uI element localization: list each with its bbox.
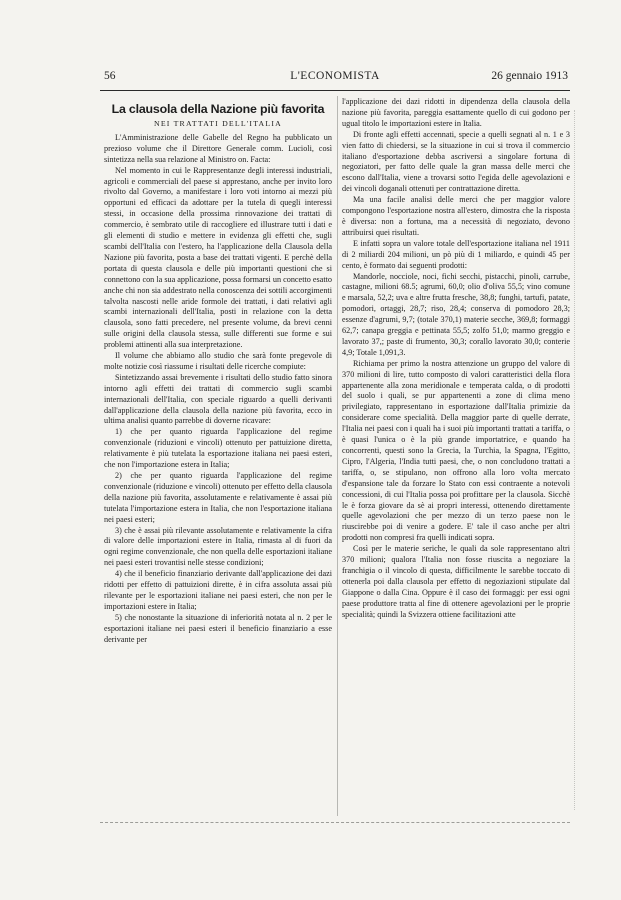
article-subtitle: NEI TRATTATI DELL'ITALIA [154, 119, 282, 128]
column-divider [337, 96, 338, 816]
header-rule [100, 90, 570, 91]
page-bottom-rule [100, 822, 570, 823]
right-column [342, 97, 570, 621]
paragraph: E infatti sopra un valore totale dell'esportazione italiana nel 1911 di 2 miliardi 204 milioni, un pò più di 1 miliardo, e quindi 45 per cento, è formato dai seguenti prodotti: [342, 238, 570, 270]
paragraph: 5) che nonostante la situazione di inferiorità notata al n. 2 per le esportazioni italiane nei paesi esteri il beneficio finanziario a esse derivante per [104, 612, 332, 644]
margin-dots [574, 110, 575, 810]
paragraph: 2) che per quanto riguarda l'applicazione del regime convenzionale (riduzione e vincoli) ottenuto per effetto della clausola della nazione più favorita, assolutamente e relativamente è assai più tutelata l'importazione estera in Italia, che non l'esportazione italiana nei paesi esteri; [104, 471, 332, 524]
paragraph: 4) che il beneficio finanziario derivante dall'applicazione dei dazi ridotti per effetto di pattuizioni dirette, è in cifra assoluta assai più rilevante per le esportazioni italiane nei paesi esteri, che non per le importazioni estere in Italia; [104, 569, 332, 611]
paragraph: L'Amministrazione delle Gabelle del Regno ha pubblicato un prezioso volume che il Direttore Generale comm. Lucioli, così sintetizza nella sua relazione al Ministro on. Facta: [104, 132, 332, 164]
paragraph: Sintetizzando assai brevemente i risultati dello studio fatto sinora intorno agli effetti dei trattati di commercio sugli scambi internazionali dell'Italia, con speciale riguardo a quelli derivanti dall'applicazione della clausola della nazione più favorita, ecco in ultima analisi quanto parrebbe di doverne ricavare: [104, 372, 332, 426]
page-header [100, 70, 570, 88]
paragraph: Richiama per primo la nostra attenzione un gruppo del valore di 370 milioni di lire, tutto composto di valori caratteristici della flora appartenente alla zona meridionale e temperata calda, o di prodotti del suolo i quali, se pur appartenenti a zone di clima meno privilegiato, rappresentano in esportazione dall'Italia primizie da considerare come specialità. Della maggior parte di quelle derrate, l'Italia nei paesi con i quali ha i suoi più importanti trattati a tariffa, o è quasi l'unica o è la più grande importatrice, e quando ha concorrenti, questi sono la Grecia, la Turchia, la Spagna, l'Egitto, Cipro, l'Algeria, l'India tutti paesi, che, o non concludono trattati a tariffa, o, se stipulano, non offrono alla loro volta mercato d'espansione tale da forzare lo Stato con essi contraente a notevoli concessioni, di cui l'Italia possa poi profittare per la clausola. Sicchè le è forza giovare da sè ai propri interessi, ottenendo direttamente quelle agevolazioni che per mezzo di un terzo paese non le riuscirebbe poi di venire a godere. E' tale il caso anche per altri prodotti non compresi fra quelli indicati sopra. [342, 358, 570, 543]
paragraph: Di fronte agli effetti accennati, specie a quelli segnati al n. 1 e 3 vien fatto di chiedersi, se la situazione in cui si trova il commercio italiano d'esportazione debba ascriversi a singolare fortuna di negoziatori, per fatto delle quale la gran massa delle merci che escono dall'Italia, viene a trovarsi sotto l'egida delle agevolazioni e dei vincoli doganali ottenuti per contrattazione diretta. [342, 129, 570, 194]
journal-title: L'ECONOMISTA [290, 70, 380, 82]
page-number: 56 [104, 70, 116, 82]
left-column [104, 97, 332, 646]
paragraph: Il volume che abbiamo allo studio che sarà fonte pregevole di molte notizie così riassume i risultati delle ricerche compiute: [104, 351, 332, 371]
paragraph: Nel momento in cui le Rappresentanze degli interessi industriali, agricoli e commerciali del paese si apprestano, anche per invito loro rivolto dal Governo, a manifestare i loro voti intorno ai mezzi più opportuni ed efficaci da adottare per la tutela di quegli interessi stessi, in occasione della prossima rinnovazione dei trattati di commercio, è sembrato utile di raccogliere ed illustrare tutti i dati e gli elementi di studio e mettere in evidenza gli effetti che, sugli scambi dell'Italia con l'estero, ha l'applicazione della Clausola della Nazione più favorita, posta a base dei trattati vigenti. E perchè della portata di questa clausola e delle più importanti questioni che si connettono con la sua applicazione, possa formarsi un concetto esatto anche chi non sia addestrato nella conoscenza dei sottili accorgimenti talvolta nascosti nelle aride formole dei trattati, i dati relativi agli scambi internazionali dell'Italia, posti in relazione con la detta clausola, sono fatti precedere, nel presente volume, da brevi cenni sulle origini della clausola stessa, sulle differenti sue forme e sui problemi attinenti alla sua interpretazione. [104, 165, 332, 350]
paragraph: l'applicazione dei dazi ridotti in dipendenza della clausola della nazione più favorita, pareggia esattamente quello di cui godono per ugual titolo le importazioni estere in Italia. [342, 97, 570, 128]
issue-date: 26 gennaio 1913 [491, 70, 568, 82]
paragraph: 1) che per quanto riguarda l'applicazione del regime convenzionale (riduzioni e vincoli) ottenuto per pattuizione diretta, relativamente è più tutelata la esportazione italiana nei paesi esteri, che non l'importazione estera in Italia; [104, 427, 332, 470]
article-title: La clausola della Nazione più favorita [111, 102, 325, 116]
paragraph: Mandorle, nocciole, noci, fichi secchi, pistacchi, pinoli, carrube, castagne, milioni 68.5; agrumi, 60,0; olio d'oliva 55,5; vino comune e marsala, 52,2; uva e altre frutta fresche, 38,8; funghi, tartufi, patate, pomodori, ortaggi, 28,7; riso, 28,4; conserva di pomodoro 28,3; essenze d'agrumi, 9,7; (totale 370,1) materie secche, 369,8; formaggi 62,7; canapa greggia e pettinata 55,5; zolfo 51,0; marmo greggio e lavorato 37,; paste di frumento, 30,3; corallo lavorato 30,0; conterie 4,9; Totale 1,091,3. [342, 271, 570, 357]
paragraph: 3) che è assai più rilevante assolutamente e relativamente la cifra di valore delle importazioni estere in Italia, rimasta al di fuori da ogni regime convenzionale, che non quella delle esportazioni italiane nei paesi esteri trovantisi nelle stesse condizioni; [104, 525, 332, 568]
paragraph: Così per le materie seriche, le quali da sole rappresentano altri 370 milioni; qualora l'Italia non fosse riuscita a negoziare la franchigia o il vincolo di questa, difficilmente le sarebbe toccato di ottenerla poi dalla clausola per effetto di negoziazioni stipulate dal Giappone o dalla Cina. Oppure è il caso dei formaggi: per essi ogni paese produttore tratta al fine di ottenere agevolazioni per le proprie specialità; quindi la Svizzera ottiene facilitazioni atte [342, 544, 570, 619]
paragraph: Ma una facile analisi delle merci che per maggior valore compongono l'esportazione nostra all'estero, dimostra che la risposta è diversa: non a fortuna, ma a necessità di negoziato, devono attribuirsi quei risultati. [342, 195, 570, 237]
